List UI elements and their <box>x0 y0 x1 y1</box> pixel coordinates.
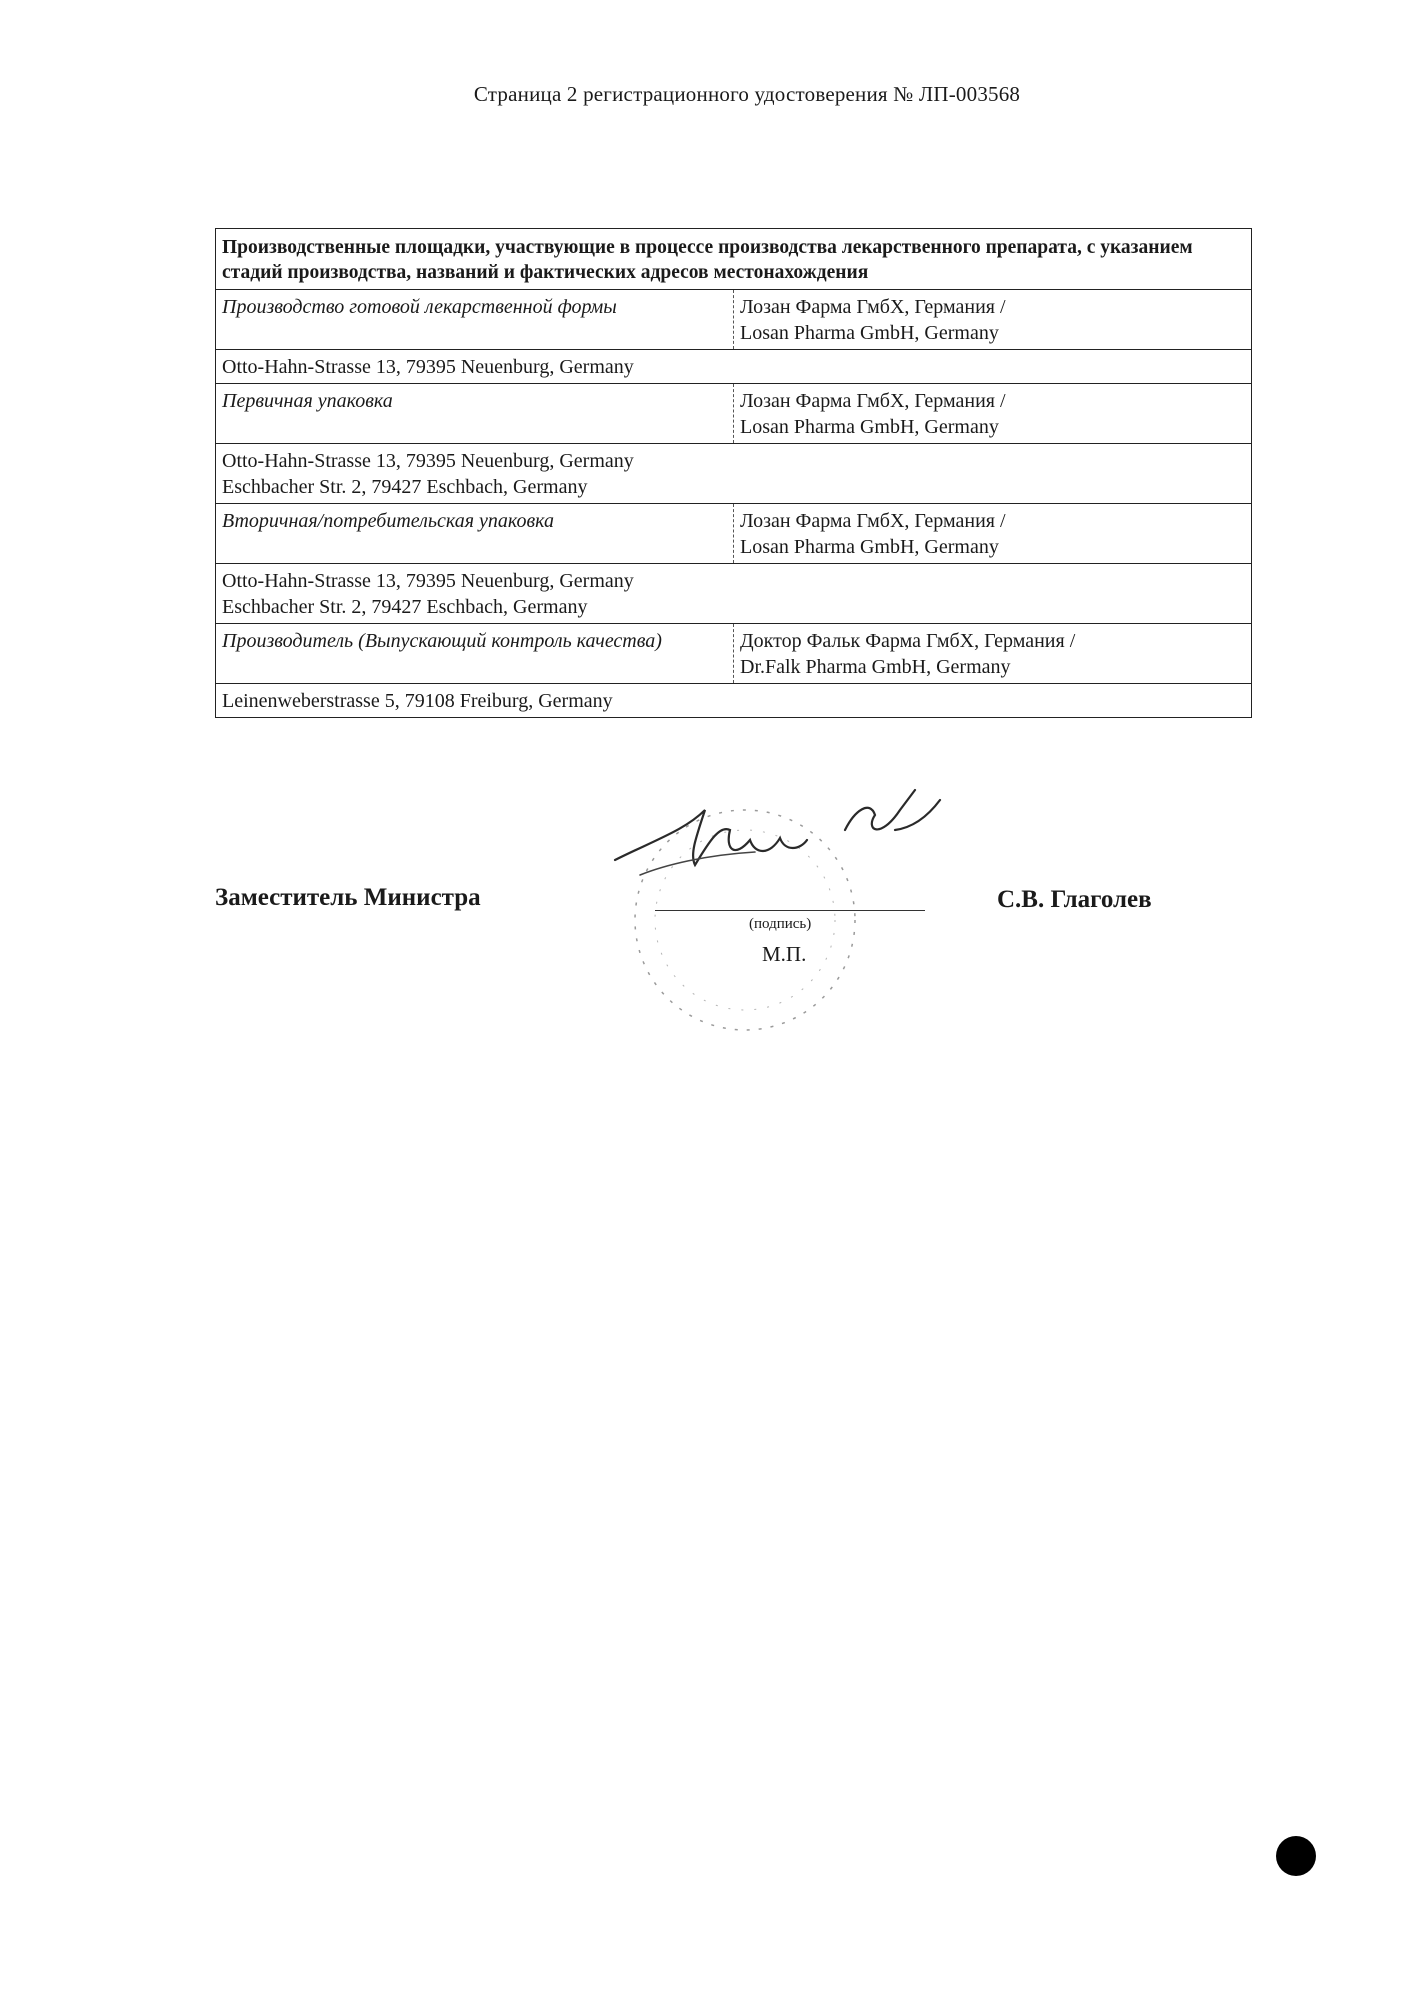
stage-row <box>216 504 1252 564</box>
company-name-en: Losan Pharma GmbH, Germany <box>740 322 999 344</box>
stamp-circle <box>635 810 855 1030</box>
address-line: Otto-Hahn-Strasse 13, 79395 Neuenburg, Germany <box>222 450 634 472</box>
signature-caption: (подпись) <box>749 916 812 932</box>
address-line: Otto-Hahn-Strasse 13, 79395 Neuenburg, Germany <box>222 356 634 378</box>
stage-name: Первичная упаковка <box>216 384 734 444</box>
company-name-en: Losan Pharma GmbH, Germany <box>740 536 999 558</box>
signer-name: С.В. Глаголев <box>997 886 1152 913</box>
corner-dot-mark <box>1276 1836 1316 1876</box>
company-name-en: Losan Pharma GmbH, Germany <box>740 416 999 438</box>
company-name-ru: Лозан Фарма ГмбХ, Германия / <box>740 390 1006 412</box>
company-name-ru: Доктор Фальк Фарма ГмбХ, Германия / <box>740 630 1076 652</box>
address-line: Eschbacher Str. 2, 79427 Eschbach, Germany <box>222 596 588 618</box>
address-cell <box>216 444 1252 504</box>
company-cell <box>734 290 1252 350</box>
signature-block <box>215 770 1252 1050</box>
address-cell <box>216 684 1252 718</box>
company-name-ru: Лозан Фарма ГмбХ, Германия / <box>740 296 1006 318</box>
stage-row <box>216 384 1252 444</box>
company-name-en: Dr.Falk Pharma GmbH, Germany <box>740 656 1011 678</box>
address-line: Otto-Hahn-Strasse 13, 79395 Neuenburg, Germany <box>222 570 634 592</box>
table-heading: Производственные площадки, участвующие в процессе производства лекарственного препарата, с указанием стадий производства, названий и фактических адресов местонахождения <box>216 229 1252 290</box>
address-row <box>216 564 1252 624</box>
signer-position: Заместитель Министра <box>215 884 481 911</box>
stage-row <box>216 624 1252 684</box>
stage-row <box>216 290 1252 350</box>
stage-name: Вторичная/потребительская упаковка <box>216 504 734 564</box>
address-line: Leinenweberstrasse 5, 79108 Freiburg, Germany <box>222 690 613 712</box>
company-name-ru: Лозан Фарма ГмбХ, Германия / <box>740 510 1006 532</box>
address-row <box>216 444 1252 504</box>
page-header: Страница 2 регистрационного удостоверения № ЛП-003568 <box>473 82 1021 106</box>
signature-flourish <box>845 790 940 830</box>
address-row <box>216 350 1252 384</box>
address-line: Eschbacher Str. 2, 79427 Eschbach, Germany <box>222 476 588 498</box>
address-cell <box>216 350 1252 384</box>
company-cell <box>734 624 1252 684</box>
stage-name: Производитель (Выпускающий контроль качества) <box>216 624 734 684</box>
stamp-label: М.П. <box>762 942 807 966</box>
company-cell <box>734 384 1252 444</box>
address-row <box>216 684 1252 718</box>
production-sites-table <box>215 228 1252 718</box>
address-cell <box>216 564 1252 624</box>
stage-name: Производство готовой лекарственной формы <box>216 290 734 350</box>
signature-line <box>655 910 925 911</box>
table-heading-row <box>216 229 1252 290</box>
company-cell <box>734 504 1252 564</box>
signature-underline-stroke <box>640 852 755 875</box>
signature-stamp-graphic <box>545 770 985 1040</box>
